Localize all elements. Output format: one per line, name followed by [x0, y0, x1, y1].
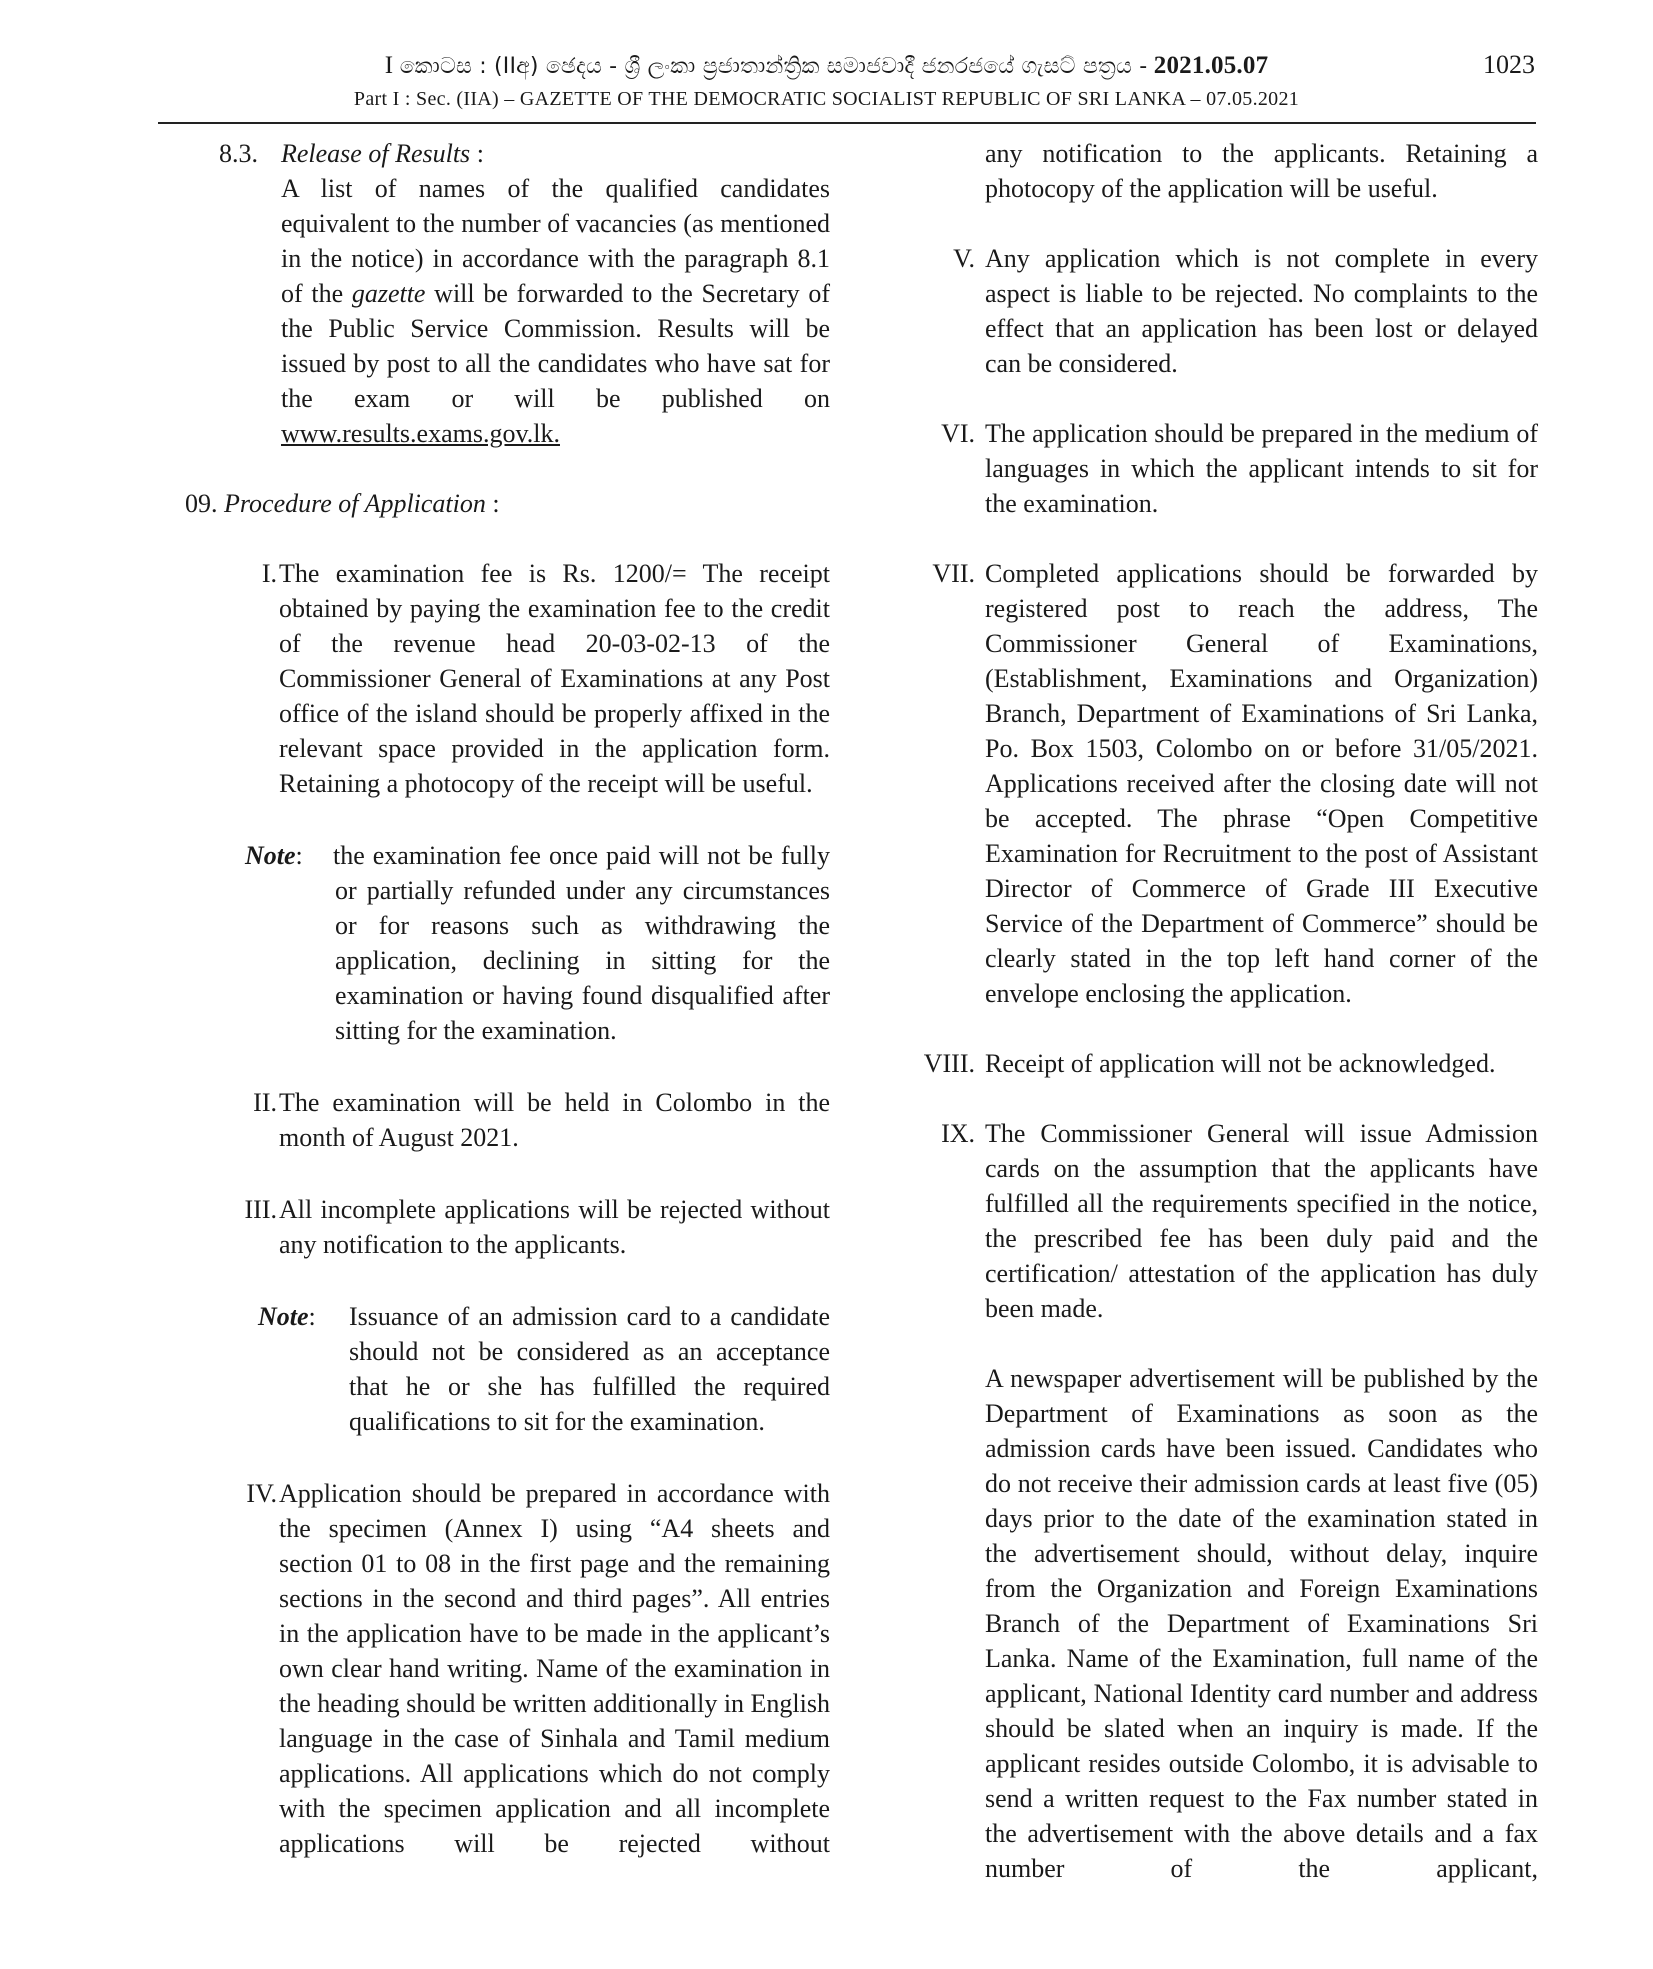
header-sinhala-text: කොටස : (IIඅ) ඡෙදය - ශ්‍රී ලංකා ප්‍රජාතාන්ත්‍රික සමාජවාදී ජනරජයේ ගැසට් පත්‍රය - [399, 54, 1148, 79]
item-number: V. [953, 244, 975, 273]
left-column [185, 136, 830, 1861]
item-text: Completed applications should be forwarded by registered post to reach the address, The Commissioner General of Examinations, (Establishment, Examinations and Organization) Branch, Department of Examinations of Sri Lanka, Po. Box 1503, Colombo on or before 31/05/2021. Applications received after the closing date will not be accepted. The phrase “Open Competitive Examination for Recruitment to the post of Assistant Director of Commerce of Grade III Executive Service of the Department of Commerce” should be clearly stated in the top left hand corner of the envelope enclosing the application. [985, 559, 1538, 1008]
item-text: The examination fee is Rs. 1200/= The receipt obtained by paying the examination fee to the credit of the revenue head 20-03-02-13 of the Commissioner General of Examinations at any Post office of the island should be properly affixed in the relevant space provided in the application form. Retaining a photocopy of the receipt will be useful. [279, 559, 830, 798]
section-number: 09. [185, 489, 218, 518]
item-text: All incomplete applications will be rejected without any notification to the applicants. [279, 1195, 830, 1259]
item-IV-continued [905, 136, 1538, 206]
section-heading [185, 486, 830, 521]
header-date: 2021.05.07 [1153, 52, 1269, 79]
item-text: Any application which is not complete in every aspect is liable to be rejected. No complaints to the effect that an application has been lost or delayed can be considered. [985, 244, 1538, 378]
header-rule [158, 122, 1536, 124]
item-II [185, 1085, 830, 1155]
header-sinhala-line [0, 52, 1653, 80]
item-text: The application should be prepared in the medium of languages in which the applicant intends to sit for the examination. [985, 419, 1538, 518]
item-number: VII. [932, 559, 975, 588]
item-number: IV. [246, 1479, 277, 1508]
section-heading [281, 136, 830, 171]
item-IV [185, 1476, 830, 1861]
item-VI [905, 416, 1538, 521]
section-8-3 [185, 136, 830, 451]
gazette-word: gazette [351, 279, 426, 308]
section-number: 8.3. [219, 139, 258, 168]
item-VIII [905, 1046, 1538, 1081]
note-colon: : [308, 1302, 316, 1331]
item-text: Receipt of application will not be acknowledged. [985, 1049, 1496, 1078]
body-text: will be forwarded to the Secretary of the Public Service Commission. Results will be issued by post to all the candidates who have sat for the exam or will be published on [281, 279, 831, 413]
heading-colon: : [485, 489, 500, 518]
item-III [185, 1192, 830, 1262]
item-number: VIII. [923, 1049, 975, 1078]
item-number: III. [244, 1195, 277, 1224]
note-2 [185, 1299, 830, 1439]
header-english-line: Part I : Sec. (IIA) – GAZETTE OF THE DEMOCRATIC SOCIALIST REPUBLIC OF SRI LANKA – 07.05.2021 [353, 88, 1300, 110]
section-title: Procedure of Application [224, 489, 486, 518]
item-number: IX. [941, 1119, 975, 1148]
item-text: Application should be prepared in accordance with the specimen (Annex I) using “A4 sheets and section 01 to 08 in the first page and the remaining sections in the second and third pages”. All entries in the application have to be made in the applicant’s own clear hand writing. Name of the examination in the heading should be written additionally in English language in the case of Sinhala and Tamil medium applications. All applications which do not comply with the specimen application and all incomplete applications will be rejected without [279, 1479, 830, 1858]
section-09 [185, 486, 830, 521]
item-I [185, 556, 830, 801]
results-link[interactable]: www.results.exams.gov.lk. [281, 419, 560, 448]
header-part-numeral: I [384, 52, 394, 79]
note-text: Issuance of an admission card to a candidate should not be considered as an acceptance that he or she has fulfilled the required qualifications to sit for the examination. [349, 1302, 830, 1436]
item-text: A newspaper advertisement will be published by the Department of Examinations as soon as the admission cards have been issued. Candidates who do not receive their admission cards at least five (05) days prior to the date of the examination stated in the advertisement should, without delay, inquire from the Organization and Foreign Examinations Branch of the Department of Examinations Sri Lanka. Name of the Examination, full name of the applicant, National Identity card number and address should be slated when an inquiry is made. If the applicant resides outside Colombo, it is advisable to send a written request to the Fax number stated in the advertisement with the above details and a fax number of the applicant, [985, 1364, 1538, 1883]
page-number: 1023 [1483, 50, 1535, 79]
item-number: I. [261, 559, 277, 588]
body-text: A list of names of the qualified candidates equivalent to the number of vacancies (as mentioned in the notice) in accordance with the paragraph 8.1 of the [281, 174, 830, 308]
note-1 [185, 838, 830, 1048]
item-text: any notification to the applicants. Retaining a photocopy of the application will be useful. [985, 139, 1538, 203]
note-text: the examination fee once paid will not be fully or partially refunded under any circumstances or for reasons such as withdrawing the application, declining in sitting for the examination or having found disqualified after sitting for the examination. [333, 841, 830, 1045]
heading-colon: : [470, 139, 484, 168]
item-IX [905, 1116, 1538, 1326]
item-number: VI. [941, 419, 975, 448]
note-colon: : [295, 841, 303, 870]
note-word: Note [258, 1302, 309, 1331]
right-column [905, 136, 1538, 1886]
section-body [281, 171, 830, 451]
advertisement-paragraph [905, 1361, 1538, 1886]
item-V [905, 241, 1538, 381]
item-number: II. [253, 1088, 277, 1117]
section-title: Release of Results [281, 139, 471, 168]
item-text: The examination will be held in Colombo in the month of August 2021. [279, 1088, 830, 1152]
note-label [245, 838, 303, 873]
item-text: The Commissioner General will issue Admission cards on the assumption that the applicants have fulfilled all the requirements specified in the notice, the prescribed fee has been duly paid and the certification/ attestation of the application has duly been made. [985, 1119, 1538, 1323]
note-word: Note [245, 841, 296, 870]
note-label [258, 1299, 316, 1334]
item-VII [905, 556, 1538, 1011]
